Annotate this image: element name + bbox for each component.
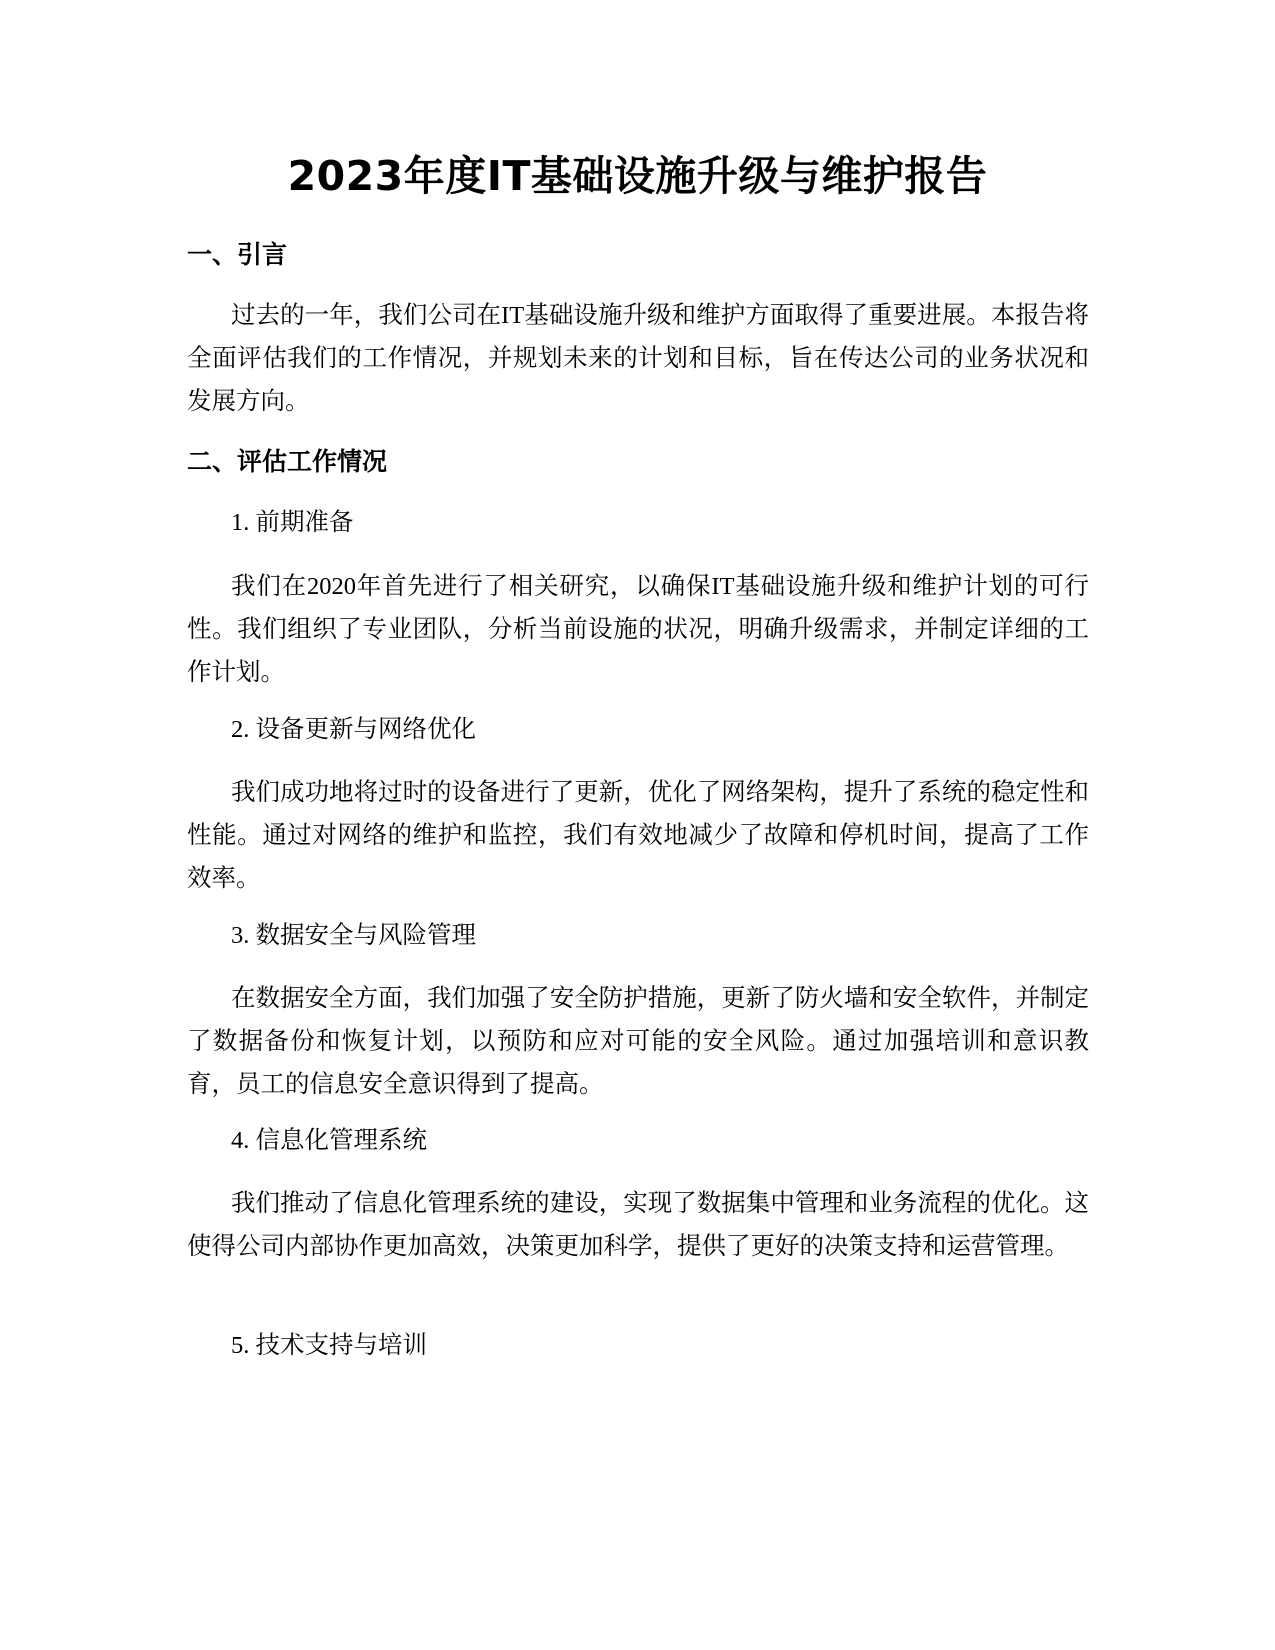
- subitem-title-information-system: 4. 信息化管理系统: [231, 1127, 427, 1154]
- section-heading-evaluation: 二、评估工作情况: [187, 447, 388, 476]
- section-heading-introduction: 一、引言: [187, 240, 288, 269]
- subitem-title-data-security: 3. 数据安全与风险管理: [231, 922, 476, 949]
- subitem-title-preparation: 1. 前期准备: [231, 509, 354, 536]
- equipment-network-paragraph: 我们成功地将过时的设备进行了更新，优化了网络架构，提升了系统的稳定性和性能。通过对网络的维护和监控，我们有效地减少了故障和停机时间，提高了工作效率。: [187, 779, 1089, 892]
- information-system-paragraph: 我们推动了信息化管理系统的建设，实现了数据集中管理和业务流程的优化。这使得公司内部协作更加高效，决策更加科学，提供了更好的决策支持和运营管理。: [187, 1190, 1089, 1260]
- data-security-paragraph: 在数据安全方面，我们加强了安全防护措施，更新了防火墙和安全软件，并制定了数据备份和恢复计划，以预防和应对可能的安全风险。通过加强培训和意识教育，员工的信息安全意识得到了提高。: [187, 985, 1089, 1098]
- subitem-title-equipment-network: 2. 设备更新与网络优化: [231, 716, 476, 743]
- document-title: 2023年度IT基础设施升级与维护报告: [287, 152, 988, 200]
- subitem-title-tech-support: 5. 技术支持与培训: [231, 1332, 427, 1359]
- introduction-paragraph: 过去的一年，我们公司在IT基础设施升级和维护方面取得了重要进展。本报告将全面评估我们的工作情况，并规划未来的计划和目标，旨在传达公司的业务状况和发展方向。: [187, 302, 1089, 415]
- preparation-paragraph: 我们在2020年首先进行了相关研究，以确保IT基础设施升级和维护计划的可行性。我们组织了专业团队，分析当前设施的状况，明确升级需求，并制定详细的工作计划。: [187, 573, 1089, 686]
